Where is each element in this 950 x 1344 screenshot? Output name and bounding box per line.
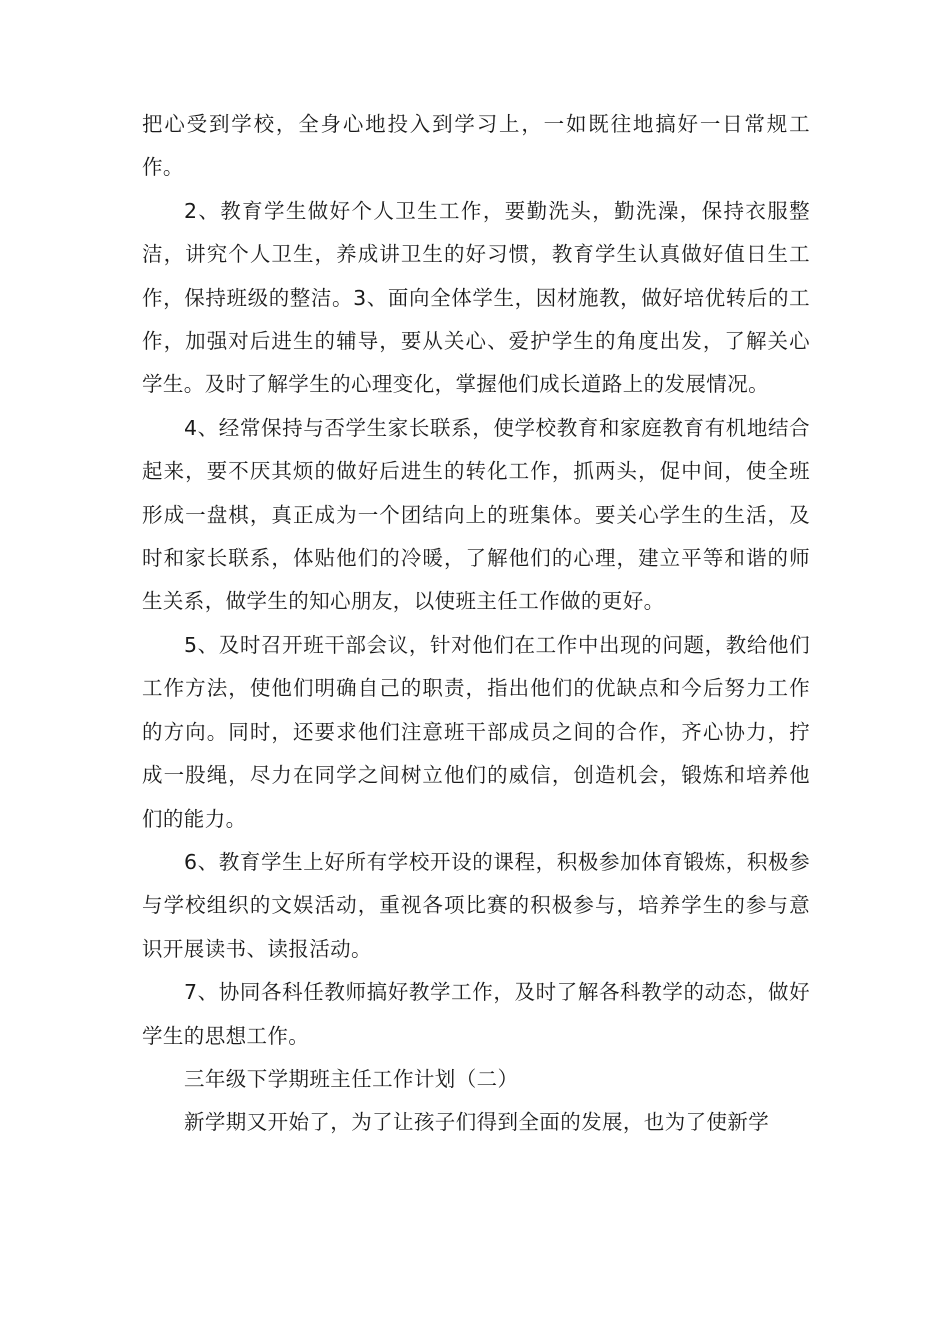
document-page bbox=[142, 103, 810, 1145]
paragraph-item-2: 2、教育学生做好个人卫生工作，要勤洗头，勤洗澡，保持衣服整洁，讲究个人卫生，养成讲卫生的好习惯，教育学生认真做好值日生工作，保持班级的整洁。3、面向全体学生，因材施教，做好培优转后的工作，加强对后进生的辅导，要从关心、爱护学生的角度出发，了解关心学生。及时了解学生的心理变化，掌握他们成长道路上的发展情况。 bbox=[142, 198, 810, 397]
paragraph-item-7: 7、协同各科任教师搞好教学工作，及时了解各科教学的动态，做好学生的思想工作。 bbox=[142, 980, 810, 1048]
paragraph-item-4: 4、经常保持与否学生家长联系，使学校教育和家庭教育有机地结合起来，要不厌其烦的做好后进生的转化工作，抓两头，促中间，使全班形成一盘棋，真正成为一个团结向上的班集体。要关心学生的生活，及时和家长联系，体贴他们的冷暖，了解他们的心理，建立平等和谐的师生关系，做学生的知心朋友，以使班主任工作做的更好。 bbox=[142, 415, 810, 614]
paragraph-continuation: 把心受到学校，全身心地投入到学习上，一如既往地搞好一日常规工作。 bbox=[142, 112, 810, 180]
paragraph-intro: 新学期又开始了，为了让孩子们得到全面的发展，也为了使新学 bbox=[184, 1110, 770, 1135]
paragraph-item-6: 6、教育学生上好所有学校开设的课程，积极参加体育锻炼，积极参与学校组织的文娱活动，重视各项比赛的积极参与，培养学生的参与意识开展读书、读报活动。 bbox=[142, 849, 810, 961]
paragraph-item-5: 5、及时召开班干部会议，针对他们在工作中出现的问题，教给他们工作方法，使他们明确自己的职责，指出他们的优缺点和今后努力工作的方向。同时，还要求他们注意班干部成员之间的合作，齐心协力，拧成一股绳，尽力在同学之间树立他们的威信，创造机会，锻炼和培养他们的能力。 bbox=[142, 632, 810, 831]
section-heading: 三年级下学期班主任工作计划（二） bbox=[184, 1066, 519, 1091]
